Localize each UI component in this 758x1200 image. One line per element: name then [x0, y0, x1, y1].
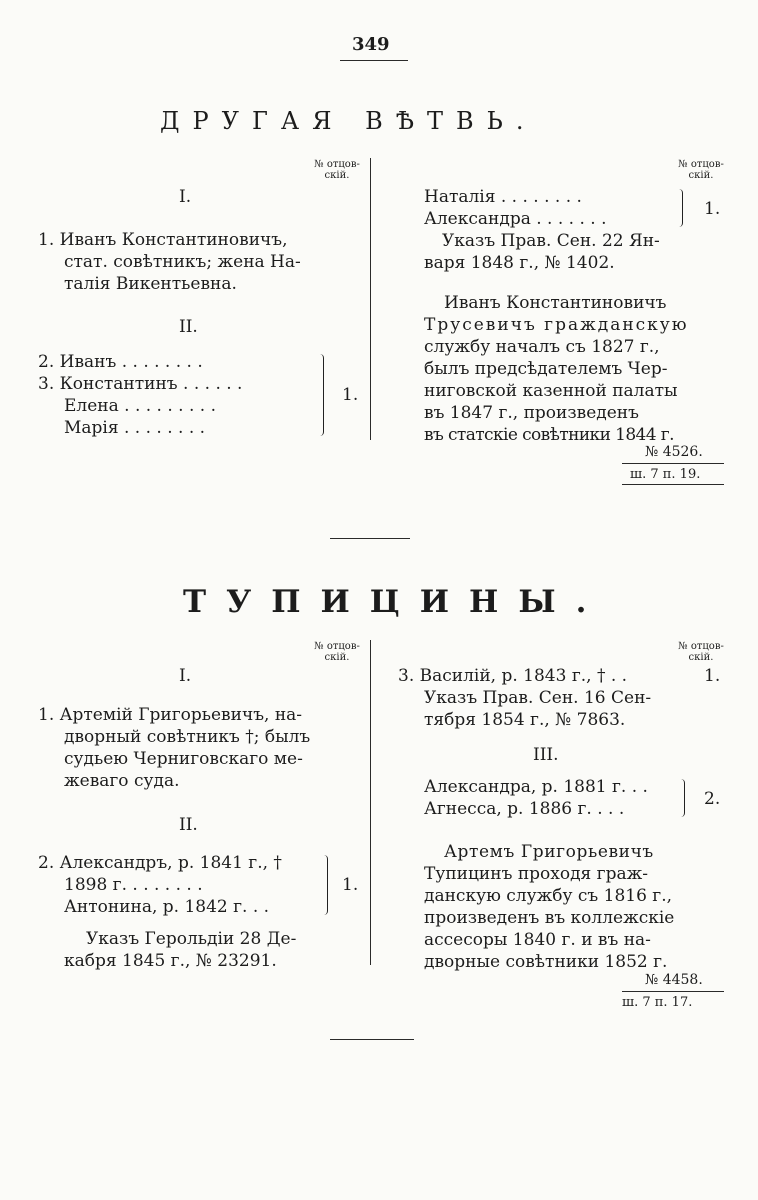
section1-right-brace	[677, 189, 683, 227]
section1-gen1-heading: I.	[179, 187, 192, 207]
section2-right-entry3: 3. Василій, р. 1843 г., † . .	[398, 666, 628, 686]
section2-column-divider	[370, 640, 371, 965]
section1-entry2-father: 1.	[342, 385, 359, 405]
section2-gen3-father: 2.	[704, 789, 721, 809]
section1-col-label-right: № отцов- скій.	[678, 159, 724, 181]
section2-entry2-father: 1.	[342, 875, 359, 895]
section2-gen2-heading: II.	[179, 815, 198, 835]
section2-shelf-rule	[622, 991, 724, 992]
section2-shelf: ш. 7 п. 17.	[622, 995, 693, 1010]
section1-shelf-rule-bottom	[622, 484, 724, 485]
section1-title: ДРУГАЯ ВѢТВЬ.	[160, 107, 537, 135]
section1-case-number: № 4526.	[645, 444, 703, 460]
section1-column-divider	[370, 158, 371, 440]
section2-title: ТУПИЦИНЫ.	[183, 584, 607, 620]
section1-right-father: 1.	[704, 199, 721, 219]
section-separator	[330, 538, 410, 539]
section2-col-label-right: № отцов- скій.	[678, 641, 724, 663]
page-number: 349	[352, 34, 390, 55]
section2-right-entry3-father: 1.	[704, 666, 721, 686]
section2-case-number: № 4458.	[645, 972, 703, 988]
section1-gen2-heading: II.	[179, 317, 198, 337]
section1-entry2-brace	[318, 354, 324, 436]
section2-gen3-brace	[679, 779, 685, 817]
section1-shelf-rule	[622, 463, 724, 464]
section2-gen3-heading: III.	[533, 745, 559, 765]
section2-col-label-left: № отцов- скій.	[314, 641, 360, 663]
section2-entry2-brace	[322, 855, 328, 915]
section2-gen1-heading: I.	[179, 666, 192, 686]
section1-shelf: ш. 7 п. 19.	[630, 467, 701, 482]
page-number-rule	[340, 60, 408, 61]
bottom-separator	[330, 1039, 414, 1040]
section1-col-label-left: № отцов- скій.	[314, 159, 360, 181]
